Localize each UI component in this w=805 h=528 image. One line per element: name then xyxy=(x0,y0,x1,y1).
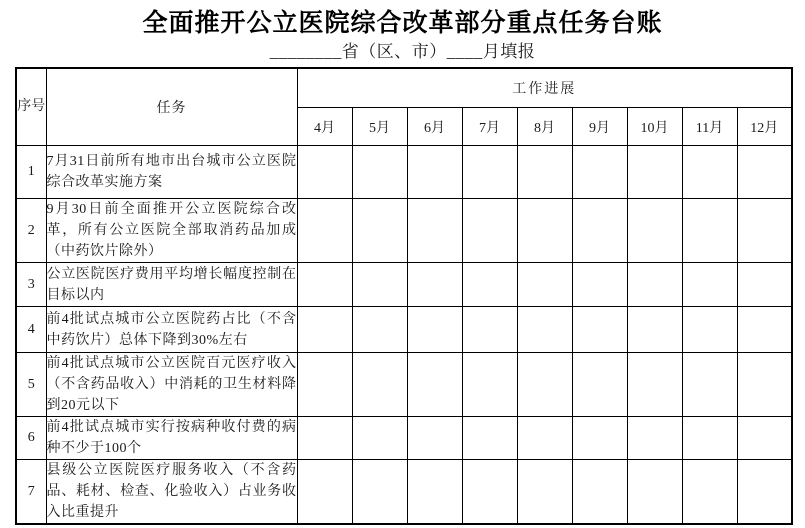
progress-cell[interactable] xyxy=(517,353,572,417)
task-text: 公立医院医疗费用平均增长幅度控制在目标以内 xyxy=(46,263,297,307)
table-row xyxy=(16,146,792,199)
progress-cell[interactable] xyxy=(297,353,352,417)
progress-cell[interactable] xyxy=(297,460,352,525)
table-row xyxy=(16,417,792,460)
task-column-header: 任务 xyxy=(46,68,297,146)
progress-cell[interactable] xyxy=(737,307,792,353)
progress-cell[interactable] xyxy=(627,417,682,460)
progress-cell[interactable] xyxy=(737,146,792,199)
progress-cell[interactable] xyxy=(297,417,352,460)
month-header-apr: 4月 xyxy=(297,108,352,146)
progress-cell[interactable] xyxy=(407,307,462,353)
row-number: 2 xyxy=(16,199,46,263)
progress-cell[interactable] xyxy=(737,417,792,460)
progress-cell[interactable] xyxy=(682,460,737,525)
progress-cell[interactable] xyxy=(517,460,572,525)
progress-cell[interactable] xyxy=(352,263,407,307)
progress-cell[interactable] xyxy=(407,460,462,525)
progress-cell[interactable] xyxy=(572,263,627,307)
progress-cell[interactable] xyxy=(352,460,407,525)
row-number: 4 xyxy=(16,307,46,353)
progress-cell[interactable] xyxy=(517,307,572,353)
progress-cell[interactable] xyxy=(572,353,627,417)
table-row xyxy=(16,199,792,263)
task-text: 县级公立医院医疗服务收入（不含药品、耗材、检查、化验收入）占业务收入比重提升 xyxy=(46,460,297,525)
header-row-top xyxy=(16,68,792,108)
progress-cell[interactable] xyxy=(517,146,572,199)
progress-cell[interactable] xyxy=(407,146,462,199)
progress-cell[interactable] xyxy=(572,460,627,525)
month-header-nov: 11月 xyxy=(682,108,737,146)
progress-cell[interactable] xyxy=(627,146,682,199)
progress-cell[interactable] xyxy=(407,353,462,417)
month-header-jun: 6月 xyxy=(407,108,462,146)
progress-cell[interactable] xyxy=(352,417,407,460)
progress-cell[interactable] xyxy=(627,199,682,263)
table-row xyxy=(16,353,792,417)
progress-cell[interactable] xyxy=(407,417,462,460)
progress-cell[interactable] xyxy=(737,353,792,417)
progress-cell[interactable] xyxy=(517,263,572,307)
progress-cell[interactable] xyxy=(627,460,682,525)
progress-cell[interactable] xyxy=(462,417,517,460)
month-header-oct: 10月 xyxy=(627,108,682,146)
progress-group-header: 工作进展 xyxy=(297,68,792,108)
progress-cell[interactable] xyxy=(737,460,792,525)
progress-cell[interactable] xyxy=(627,263,682,307)
progress-cell[interactable] xyxy=(737,263,792,307)
task-text: 9月30日前全面推开公立医院综合改革，所有公立医院全部取消药品加成（中药饮片除外） xyxy=(46,199,297,263)
progress-cell[interactable] xyxy=(572,307,627,353)
task-text: 前4批试点城市公立医院药占比（不含中药饮片）总体下降到30%左右 xyxy=(46,307,297,353)
table-row xyxy=(16,263,792,307)
progress-cell[interactable] xyxy=(682,199,737,263)
progress-cell[interactable] xyxy=(462,263,517,307)
progress-cell[interactable] xyxy=(517,199,572,263)
progress-cell[interactable] xyxy=(352,307,407,353)
row-number: 1 xyxy=(16,146,46,199)
month-header-may: 5月 xyxy=(352,108,407,146)
progress-cell[interactable] xyxy=(407,199,462,263)
progress-cell[interactable] xyxy=(297,146,352,199)
task-ledger-table xyxy=(15,67,793,525)
progress-cell[interactable] xyxy=(737,199,792,263)
progress-cell[interactable] xyxy=(682,263,737,307)
progress-cell[interactable] xyxy=(462,199,517,263)
row-number: 6 xyxy=(16,417,46,460)
progress-cell[interactable] xyxy=(352,199,407,263)
progress-cell[interactable] xyxy=(572,199,627,263)
progress-cell[interactable] xyxy=(627,307,682,353)
progress-cell[interactable] xyxy=(297,307,352,353)
row-number: 5 xyxy=(16,353,46,417)
progress-cell[interactable] xyxy=(627,353,682,417)
progress-cell[interactable] xyxy=(682,417,737,460)
progress-cell[interactable] xyxy=(352,353,407,417)
progress-cell[interactable] xyxy=(297,199,352,263)
row-number: 3 xyxy=(16,263,46,307)
progress-cell[interactable] xyxy=(517,417,572,460)
page-title: 全面推开公立医院综合改革部分重点任务台账 xyxy=(142,10,663,37)
month-header-jul: 7月 xyxy=(462,108,517,146)
serial-column-header: 序号 xyxy=(16,68,46,146)
progress-cell[interactable] xyxy=(352,146,407,199)
progress-cell[interactable] xyxy=(407,263,462,307)
progress-cell[interactable] xyxy=(682,146,737,199)
task-text: 7月31日前所有地市出台城市公立医院综合改革实施方案 xyxy=(46,146,297,199)
row-number: 7 xyxy=(16,460,46,525)
progress-cell[interactable] xyxy=(462,353,517,417)
progress-cell[interactable] xyxy=(682,307,737,353)
progress-cell[interactable] xyxy=(572,146,627,199)
progress-cell[interactable] xyxy=(462,307,517,353)
table-row xyxy=(16,307,792,353)
table-row xyxy=(16,460,792,525)
progress-cell[interactable] xyxy=(297,263,352,307)
month-header-sep: 9月 xyxy=(572,108,627,146)
progress-cell[interactable] xyxy=(572,417,627,460)
progress-cell[interactable] xyxy=(682,353,737,417)
task-text: 前4批试点城市公立医院百元医疗收入（不含药品收入）中消耗的卫生材料降到20元以下 xyxy=(46,353,297,417)
progress-cell[interactable] xyxy=(462,460,517,525)
month-header-aug: 8月 xyxy=(517,108,572,146)
progress-cell[interactable] xyxy=(462,146,517,199)
page-subtitle: ________省（区、市）____月填报 xyxy=(269,42,536,61)
month-header-dec: 12月 xyxy=(737,108,792,146)
task-text: 前4批试点城市实行按病种收付费的病种不少于100个 xyxy=(46,417,297,460)
